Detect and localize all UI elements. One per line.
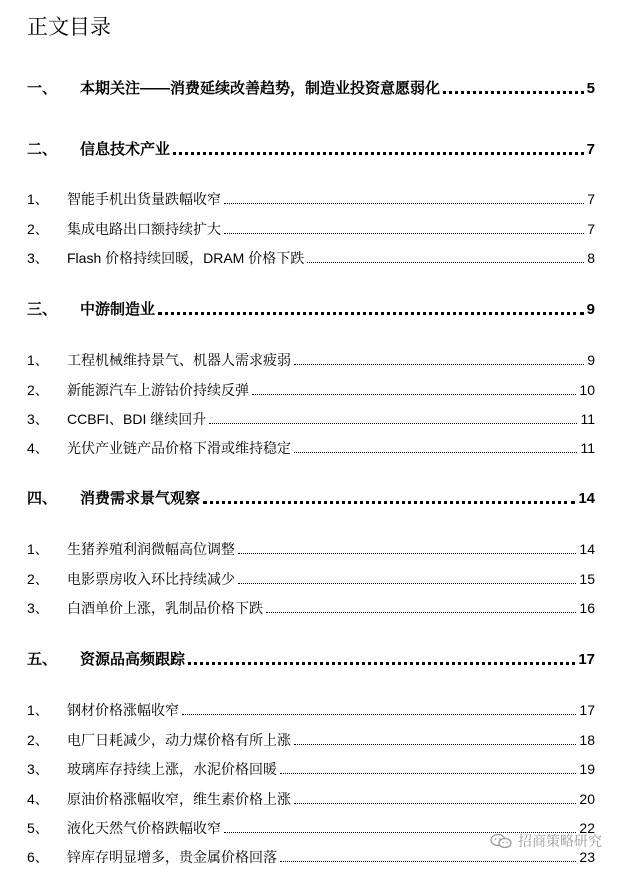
toc-section-3[interactable] (27, 298, 595, 320)
toc-number: 1、 (27, 541, 49, 557)
toc-title: 原油价格涨幅收窄，维生素价格上涨 (67, 791, 291, 807)
toc-number: 3、 (27, 761, 49, 777)
toc-page-number: 7 (587, 221, 595, 237)
toc-number: 2、 (27, 732, 49, 748)
toc-section-2[interactable] (27, 138, 595, 160)
toc-page-number: 16 (579, 600, 595, 616)
toc-title: 电影票房收入环比持续减少 (67, 571, 235, 587)
toc-number: 一、 (27, 80, 58, 97)
toc-item-5-3[interactable] (27, 759, 595, 779)
toc-item-4-3[interactable] (27, 598, 595, 618)
toc-leader-dots (252, 392, 576, 395)
toc-title: 信息技术产业 (80, 141, 171, 158)
toc-leader-dots (238, 551, 576, 554)
toc-number: 6、 (27, 849, 49, 865)
toc-title: CCBFI、BDI 继续回升 (67, 411, 207, 427)
toc-title: 玻璃库存持续上涨，水泥价格回暖 (67, 761, 277, 777)
toc-page-number: 10 (579, 382, 595, 398)
toc-title: 集成电路出口额持续扩大 (67, 221, 221, 237)
toc-page-number: 8 (587, 250, 595, 266)
toc-number: 1、 (27, 191, 49, 207)
toc-item-3-3[interactable] (27, 409, 595, 429)
toc-title: 白酒单价上涨，乳制品价格下跌 (67, 600, 263, 616)
toc-page-number: 17 (578, 651, 595, 668)
toc-item-2-2[interactable] (27, 219, 595, 239)
toc-page-number: 18 (579, 732, 595, 748)
toc-leader-dots (173, 150, 584, 155)
toc-item-4-2[interactable] (27, 569, 595, 589)
toc-page-number: 11 (580, 440, 595, 456)
toc-number: 4、 (27, 440, 49, 456)
toc-item-3-1[interactable] (27, 350, 595, 370)
toc-page-number: 9 (586, 301, 595, 318)
toc-leader-dots (294, 450, 577, 453)
toc-number: 4、 (27, 791, 49, 807)
toc-page-number: 7 (587, 191, 595, 207)
toc-title: 钢材价格涨幅收窄 (67, 702, 179, 718)
toc-number: 3、 (27, 600, 49, 616)
toc-leader-dots (307, 260, 584, 263)
toc-page-number: 19 (579, 761, 595, 777)
toc-item-2-1[interactable] (27, 189, 595, 209)
toc-item-5-4[interactable] (27, 789, 595, 809)
toc-leader-dots (294, 742, 576, 745)
toc-section-4[interactable] (27, 487, 595, 509)
toc-number: 二、 (27, 141, 58, 158)
toc-title: 本期关注——消费延续改善趋势，制造业投资意愿弱化 (80, 80, 441, 97)
toc-number: 2、 (27, 221, 49, 237)
toc-page-number: 23 (579, 849, 595, 865)
toc-number: 3、 (27, 250, 49, 266)
wechat-icon (490, 833, 512, 849)
toc-leader-dots (158, 310, 584, 315)
toc-title: 光伏产业链产品价格下滑或维持稳定 (67, 440, 291, 456)
toc-number: 三、 (27, 301, 58, 318)
toc-page-number: 5 (586, 80, 595, 97)
page-title: 正文目录 (27, 16, 111, 39)
toc-number: 1、 (27, 352, 49, 368)
toc-leader-dots (294, 362, 584, 365)
toc-item-5-1[interactable] (27, 700, 595, 720)
toc-page-number: 15 (579, 571, 595, 587)
toc-leader-dots (203, 499, 575, 504)
toc-number: 2、 (27, 571, 49, 587)
toc-leader-dots (188, 660, 575, 665)
toc-leader-dots (209, 421, 577, 424)
toc-page-number: 14 (579, 541, 595, 557)
toc-leader-dots (238, 581, 576, 584)
toc-item-2-3[interactable] (27, 248, 595, 268)
toc-leader-dots (266, 610, 576, 613)
toc-title: 电厂日耗减少，动力煤价格有所上涨 (67, 732, 291, 748)
toc-number: 2、 (27, 382, 49, 398)
toc-page-number: 7 (586, 141, 595, 158)
toc-number: 五、 (27, 651, 58, 668)
toc-title: 液化天然气价格跌幅收窄 (67, 820, 221, 836)
toc-title: 锌库存明显增多，贵金属价格回落 (67, 849, 277, 865)
toc-title: 新能源汽车上游钴价持续反弹 (67, 382, 249, 398)
toc-page-number: 17 (579, 702, 595, 718)
toc-leader-dots (182, 712, 576, 715)
toc-title: 智能手机出货量跌幅收窄 (67, 191, 221, 207)
toc-number: 1、 (27, 702, 49, 718)
toc-leader-dots (294, 801, 576, 804)
toc-item-4-1[interactable] (27, 539, 595, 559)
toc-item-5-2[interactable] (27, 730, 595, 750)
toc-page-number: 14 (578, 490, 595, 507)
toc-number: 5、 (27, 820, 49, 836)
toc-number: 四、 (27, 490, 58, 507)
toc-leader-dots (224, 201, 584, 204)
toc-title: 中游制造业 (80, 301, 156, 318)
toc-section-5[interactable] (27, 648, 595, 670)
toc-page-number: 22 (579, 820, 595, 836)
toc-section-1[interactable] (27, 77, 595, 99)
toc-title: 工程机械维持景气、机器人需求疲弱 (67, 352, 291, 368)
toc-title: 生猪养殖利润微幅高位调整 (67, 541, 235, 557)
toc-leader-dots (224, 231, 584, 234)
watermark-text: 招商策略研究 (518, 833, 602, 849)
toc-page-number: 20 (579, 791, 595, 807)
watermark (490, 831, 602, 851)
toc-item-3-4[interactable] (27, 438, 595, 458)
toc-title: 资源品高频跟踪 (80, 651, 186, 668)
toc-title: 消费需求景气观察 (80, 490, 201, 507)
toc-number: 3、 (27, 411, 49, 427)
toc-title: Flash 价格持续回暖，DRAM 价格下跌 (67, 250, 305, 266)
toc-page-number: 11 (580, 411, 595, 427)
toc-leader-dots (280, 771, 576, 774)
toc-leader-dots (443, 89, 584, 94)
toc-leader-dots (280, 859, 576, 862)
toc-page-number: 9 (587, 352, 595, 368)
toc-item-3-2[interactable] (27, 380, 595, 400)
